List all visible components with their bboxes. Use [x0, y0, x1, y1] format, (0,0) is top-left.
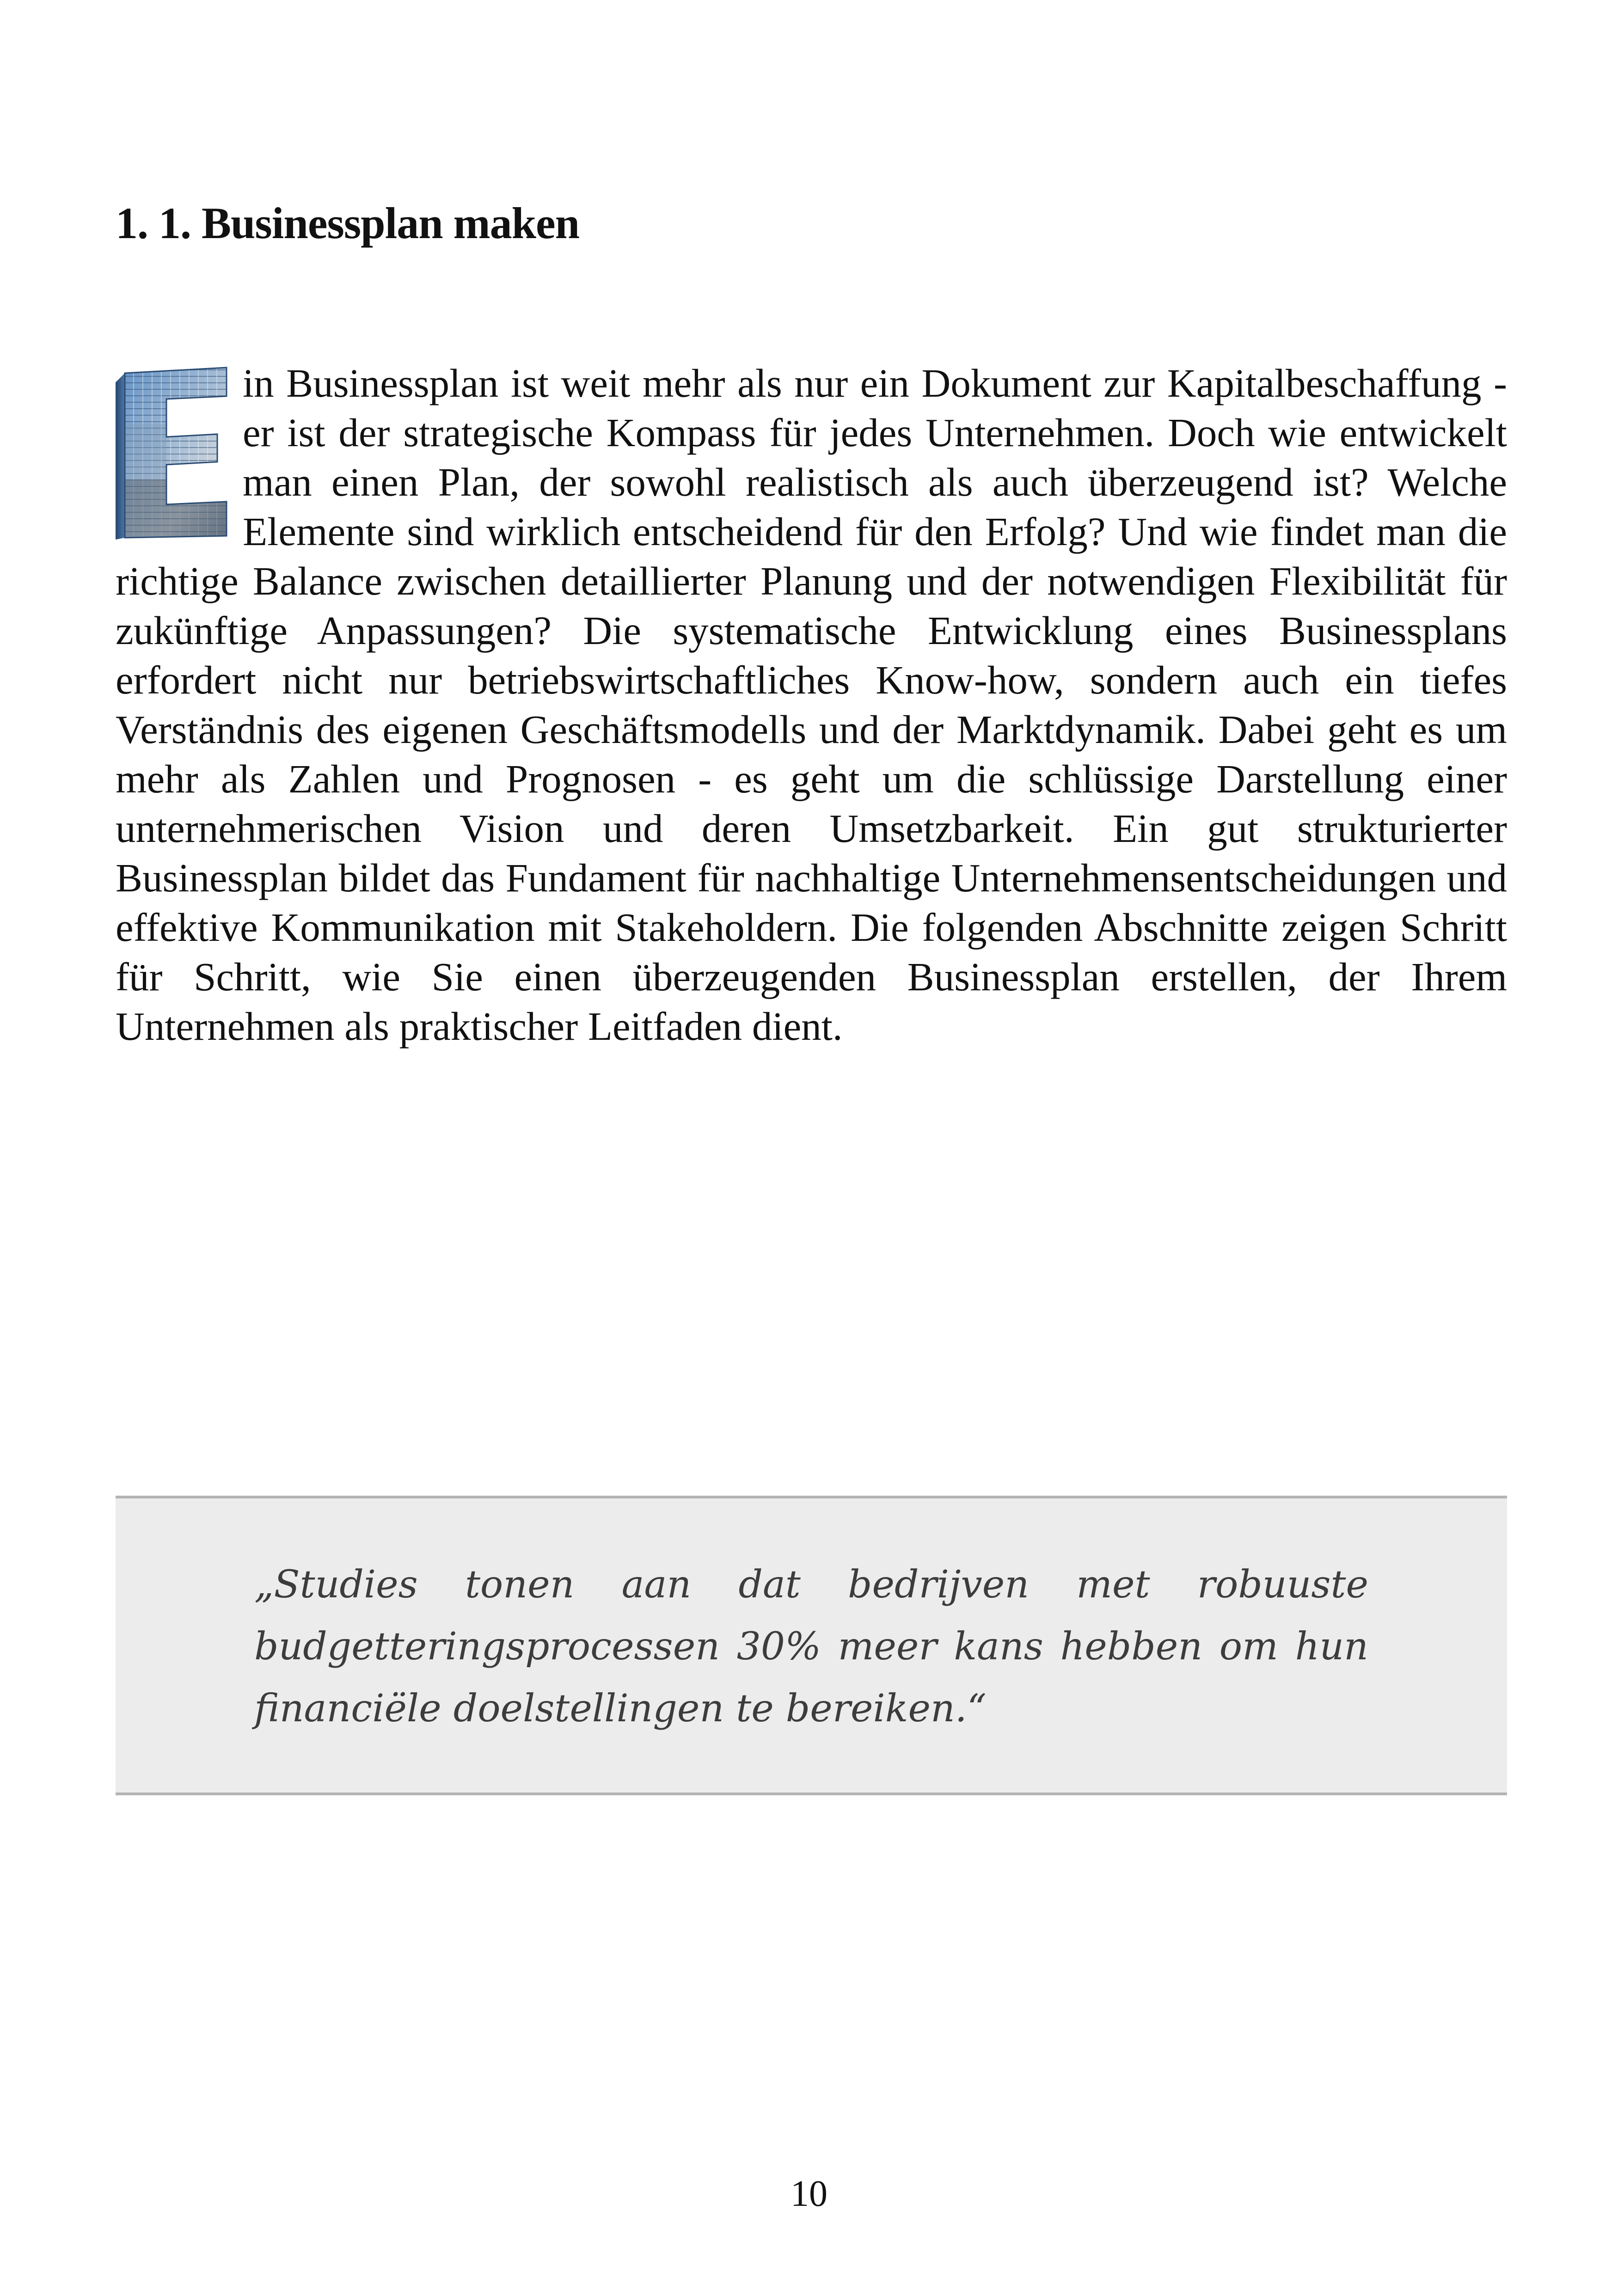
drop-cap-letter	[116, 364, 231, 540]
intro-paragraph-text: in Businessplan ist weit mehr als nur ein Dokument zur Kapitalbeschaffung - er ist der strategische Kompass für jedes Unternehmen. Doch wie entwickelt man einen Plan, der sowohl realistisch als auch überzeugend ist? Welche Elemente sind wirklich entscheidend für den Erfolg? Und wie findet man die richtige Balance zwischen detaillierter Planung und der notwendigen Flexibilität für zukünftige Anpassungen? Die systematische Entwicklung eines Businessplans erfordert nicht nur betriebswirtschaftliches Know-how, sondern auch ein tiefes Verständnis des eigenen Geschäftsmodells und der Marktdynamik. Dabei geht es um mehr als Zahlen und Prognosen - es geht um die schlüssige Darstellung einer unternehmerischen Vision und deren Umsetzbarkeit. Ein gut strukturierter Businessplan bildet das Fundament für nachhaltige Unternehmensentscheidungen und effektive Kommunikation mit Stakeholdern. Die folgenden Abschnitte zeigen Schritt für Schritt, wie Sie einen überzeugenden Businessplan erstellen, der Ihrem Unternehmen als praktischer Leitfaden dient.	[116, 361, 1507, 1049]
quote-box	[116, 1496, 1507, 1795]
section-heading: 1. 1. Businessplan maken	[116, 198, 579, 248]
intro-paragraph	[116, 358, 1507, 1051]
page-number: 10	[791, 2173, 827, 2214]
quote-text: „Studies tonen aan dat bedrijven met robuuste budgetteringsprocessen 30% meer kans hebben om hun financiële doelstellingen te bereiken.“	[254, 1563, 1368, 1731]
drop-cap-building-image	[116, 364, 231, 540]
